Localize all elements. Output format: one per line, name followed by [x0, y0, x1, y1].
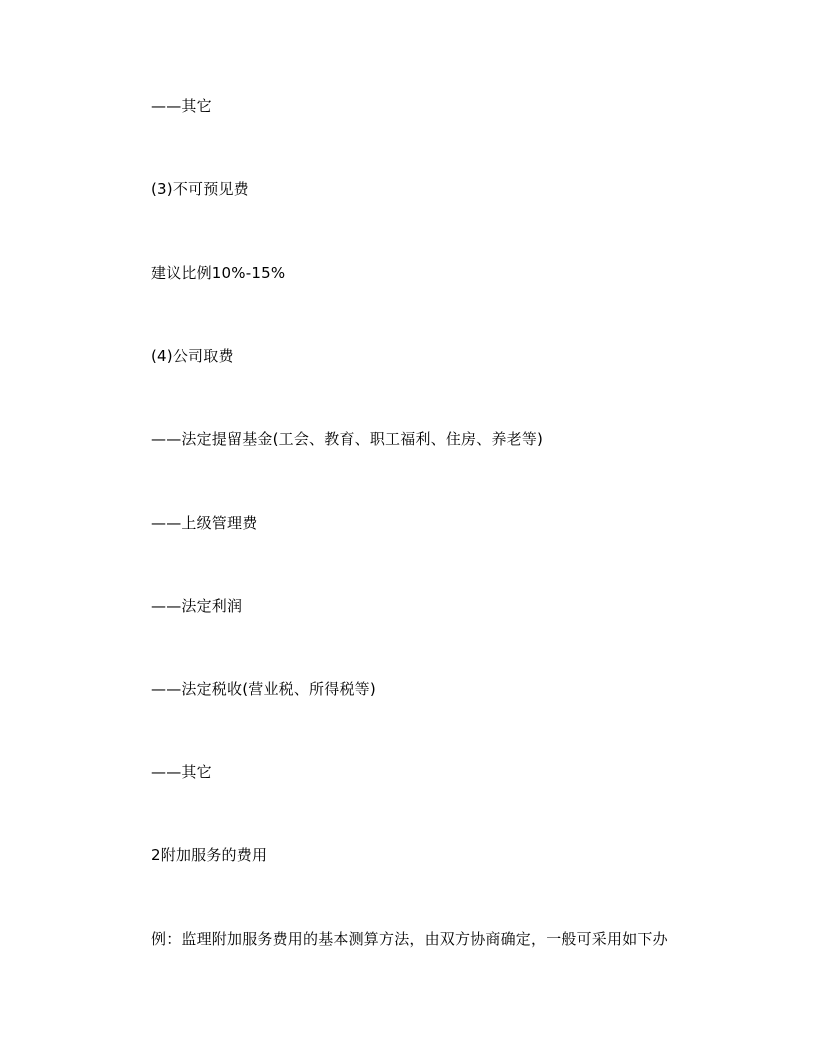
- text-line-company-fee-heading: (4)公司取费: [151, 347, 234, 365]
- text-line-statutory-fund: ——法定提留基金(工会、教育、职工福利、住房、养老等): [151, 430, 544, 448]
- text-line-example-paragraph: 例：监理附加服务费用的基本测算方法，由双方协商确定，一般可采用如下办: [151, 930, 668, 948]
- text-line-contingency-heading: (3)不可预见费: [151, 180, 249, 198]
- text-line-other-1: ——其它: [151, 97, 212, 115]
- text-line-statutory-tax: ——法定税收(营业税、所得税等): [151, 680, 376, 698]
- text-line-additional-service-heading: 2附加服务的费用: [151, 846, 268, 864]
- text-line-statutory-profit: ——法定利润: [151, 597, 243, 615]
- text-line-suggested-ratio: 建议比例10%-15%: [151, 264, 286, 282]
- text-line-management-fee: ——上级管理费: [151, 514, 258, 532]
- text-line-other-2: ——其它: [151, 763, 212, 781]
